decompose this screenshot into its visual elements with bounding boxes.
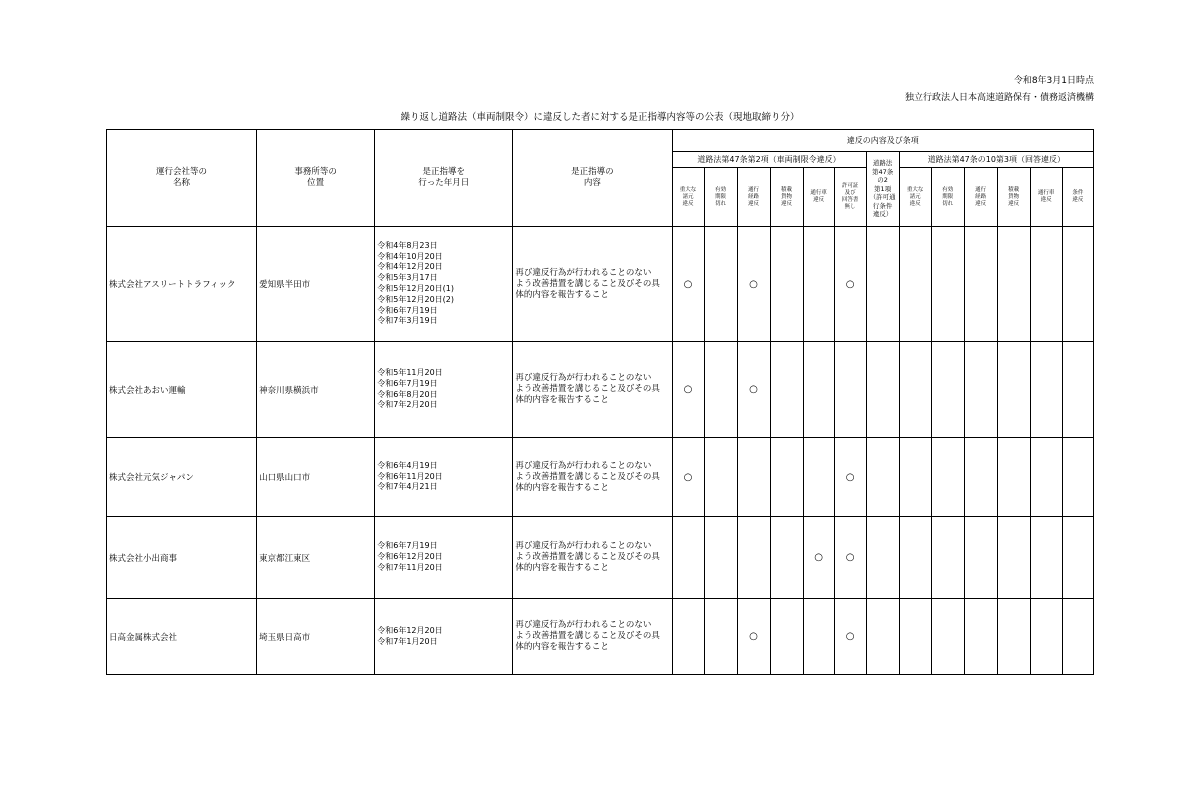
violation-mark-cell: ○: [834, 438, 866, 517]
header-office: 事務所等の 位置: [257, 130, 375, 227]
violation-mark-cell: [964, 599, 997, 675]
company-name: 日高金属株式会社: [107, 599, 257, 675]
guidance-content: 再び違反行為が行われることのない よう改善措置を講じること及びその具 体的内容を報告すること: [513, 227, 672, 342]
company-name: 株式会社元気ジャパン: [107, 438, 257, 517]
violation-mark-cell: [899, 227, 931, 342]
violation-mark-cell: [899, 599, 931, 675]
violation-mark-cell: [1062, 599, 1093, 675]
violation-mark-cell: [770, 517, 803, 599]
violation-mark-cell: [964, 517, 997, 599]
guidance-date: 令和7年4月21日: [377, 482, 438, 492]
violation-mark-cell: [672, 517, 704, 599]
header-violation-group: 違反の内容及び条項: [672, 130, 1094, 152]
guidance-content: 再び違反行為が行われることのない よう改善措置を講じること及びその具 体的内容を報告すること: [513, 438, 672, 517]
cols-47-10-col-5: 通行車 違反: [1030, 168, 1062, 227]
violation-mark-cell: [931, 342, 964, 438]
violation-mark-cell: ○: [737, 342, 770, 438]
violation-mark-cell: [803, 599, 834, 675]
guidance-dates: [375, 599, 513, 675]
cols-47-10-col-6: 条件 違反: [1062, 168, 1093, 227]
organization-name: 独立行政法人日本高速道路保有・債務返済機構: [904, 93, 1094, 103]
cols-47-10-col-1: 重大な 諸元 違反: [899, 168, 931, 227]
guidance-date: 令和6年7月19日: [377, 378, 438, 388]
violation-mark-cell: [964, 438, 997, 517]
violation-mark-cell: [931, 517, 964, 599]
header-group-47-2: 道路法第47条第2項（車両制限令違反）: [672, 152, 866, 168]
table-row: [107, 227, 1094, 342]
violation-mark-cell: [931, 599, 964, 675]
violation-mark-cell: ○: [834, 517, 866, 599]
guidance-date: 令和4年12月20日: [377, 262, 443, 272]
violation-mark-cell: [964, 342, 997, 438]
office-location: 愛知県半田市: [257, 227, 375, 342]
guidance-dates: [375, 517, 513, 599]
violation-mark-cell: [1030, 227, 1062, 342]
table-row: [107, 342, 1094, 438]
header-company: 運行会社等の 名称: [107, 130, 257, 227]
header-group-47-2-of-47: 道路法 第47条 の2 第1項 （許可通 行条件 違反）: [866, 152, 899, 227]
violation-mark-cell: [899, 438, 931, 517]
violation-mark-cell: [997, 438, 1030, 517]
violation-mark-cell: [803, 227, 834, 342]
violation-mark-cell: ○: [672, 342, 704, 438]
violation-mark-cell: [997, 517, 1030, 599]
guidance-table: [106, 129, 1094, 675]
as-of-date: 令和8年3月1日時点: [1013, 76, 1094, 86]
violation-mark-cell: [899, 342, 931, 438]
violation-mark-cell: [997, 227, 1030, 342]
violation-mark-cell: [931, 227, 964, 342]
guidance-date: 令和4年10月20日: [377, 251, 443, 261]
violation-mark-cell: ○: [737, 599, 770, 675]
violation-mark-cell: [997, 342, 1030, 438]
document-title: 繰り返し道路法（車両制限令）に違反した者に対する是正指導内容等の公表（現地取締り分）: [400, 112, 800, 123]
violation-mark-cell: [866, 599, 899, 675]
office-location: 山口県山口市: [257, 438, 375, 517]
company-name: 株式会社あおい運輸: [107, 342, 257, 438]
violation-mark-cell: [1062, 227, 1093, 342]
violation-mark-cell: [704, 342, 737, 438]
violation-mark-cell: [1062, 517, 1093, 599]
cols-47-10-col-3: 通行 経路 違反: [964, 168, 997, 227]
guidance-date: 令和7年2月20日: [377, 400, 438, 410]
office-location: 東京都江東区: [257, 517, 375, 599]
violation-mark-cell: ○: [672, 227, 704, 342]
guidance-date: 令和5年11月20日: [377, 367, 443, 377]
violation-mark-cell: [1062, 438, 1093, 517]
violation-mark-cell: [931, 438, 964, 517]
guidance-date: 令和6年11月20日: [377, 471, 443, 481]
cols-47-10-col-4: 積載 貨物 違反: [997, 168, 1030, 227]
guidance-date: 令和7年11月20日: [377, 562, 443, 572]
cols-47-2-col-6: 許可証 及び 回答書 無し: [834, 168, 866, 227]
header-group-47-10: 道路法第47条の10第3項（回答違反）: [899, 152, 1093, 168]
guidance-date: 令和5年3月17日: [377, 273, 438, 283]
violation-mark-cell: [770, 342, 803, 438]
violation-mark-cell: [770, 599, 803, 675]
violation-mark-cell: [997, 599, 1030, 675]
guidance-content: 再び違反行為が行われることのない よう改善措置を講じること及びその具 体的内容を報告すること: [513, 342, 672, 438]
cols-47-2-col-3: 通行 経路 違反: [737, 168, 770, 227]
cols-47-2-col-4: 積載 貨物 違反: [770, 168, 803, 227]
guidance-content: 再び違反行為が行われることのない よう改善措置を講じること及びその具 体的内容を報告すること: [513, 599, 672, 675]
violation-mark-cell: [866, 517, 899, 599]
violation-mark-cell: [704, 517, 737, 599]
cols-47-2-col-1: 重大な 諸元 違反: [672, 168, 704, 227]
table-row: [107, 438, 1094, 517]
violation-mark-cell: [1030, 342, 1062, 438]
violation-mark-cell: [866, 227, 899, 342]
violation-mark-cell: ○: [737, 227, 770, 342]
violation-mark-cell: [737, 438, 770, 517]
guidance-dates: [375, 227, 513, 342]
violation-mark-cell: ○: [834, 227, 866, 342]
violation-mark-cell: [1062, 342, 1093, 438]
violation-mark-cell: [737, 517, 770, 599]
violation-mark-cell: [770, 438, 803, 517]
header-date: 是正指導を 行った年月日: [375, 130, 513, 227]
table-row: [107, 599, 1094, 675]
violation-mark-cell: [899, 517, 931, 599]
guidance-date: 令和7年1月20日: [377, 636, 438, 646]
guidance-date: 令和6年7月19日: [377, 305, 438, 315]
office-location: 神奈川県横浜市: [257, 342, 375, 438]
guidance-date: 令和6年7月19日: [377, 541, 438, 551]
violation-mark-cell: ○: [803, 517, 834, 599]
header-content: 是正指導の 内容: [513, 130, 672, 227]
guidance-date: 令和6年8月20日: [377, 389, 438, 399]
violation-mark-cell: [834, 342, 866, 438]
cols-47-10-col-2: 有効 期限 切れ: [931, 168, 964, 227]
guidance-date: 令和5年12月20日(1): [377, 284, 455, 293]
violation-mark-cell: ○: [672, 438, 704, 517]
violation-mark-cell: [672, 599, 704, 675]
cols-47-2-col-2: 有効 期限 切れ: [704, 168, 737, 227]
violation-mark-cell: [866, 438, 899, 517]
table-row: [107, 517, 1094, 599]
office-location: 埼玉県日高市: [257, 599, 375, 675]
violation-mark-cell: [1030, 517, 1062, 599]
violation-mark-cell: [1030, 438, 1062, 517]
violation-mark-cell: [803, 438, 834, 517]
violation-mark-cell: [1030, 599, 1062, 675]
violation-mark-cell: [704, 227, 737, 342]
company-name: 株式会社小出商事: [107, 517, 257, 599]
guidance-content: 再び違反行為が行われることのない よう改善措置を講じること及びその具 体的内容を報告すること: [513, 517, 672, 599]
guidance-date: 令和5年12月20日(2): [377, 294, 455, 304]
cols-47-2-col-5: 通行車 違反: [803, 168, 834, 227]
violation-mark-cell: [964, 227, 997, 342]
violation-mark-cell: [866, 342, 899, 438]
guidance-dates: [375, 342, 513, 438]
violation-mark-cell: ○: [834, 599, 866, 675]
company-name: 株式会社アスリートトラフィック: [107, 227, 257, 342]
guidance-date: 令和6年12月20日: [377, 625, 443, 635]
guidance-date: 令和6年12月20日: [377, 552, 443, 562]
violation-mark-cell: [770, 227, 803, 342]
guidance-dates: [375, 438, 513, 517]
violation-mark-cell: [704, 438, 737, 517]
guidance-date: 令和4年8月23日: [377, 240, 438, 250]
violation-mark-cell: [803, 342, 834, 438]
guidance-date: 令和7年3月19日: [377, 316, 438, 326]
violation-mark-cell: [704, 599, 737, 675]
guidance-date: 令和6年4月19日: [377, 460, 438, 470]
